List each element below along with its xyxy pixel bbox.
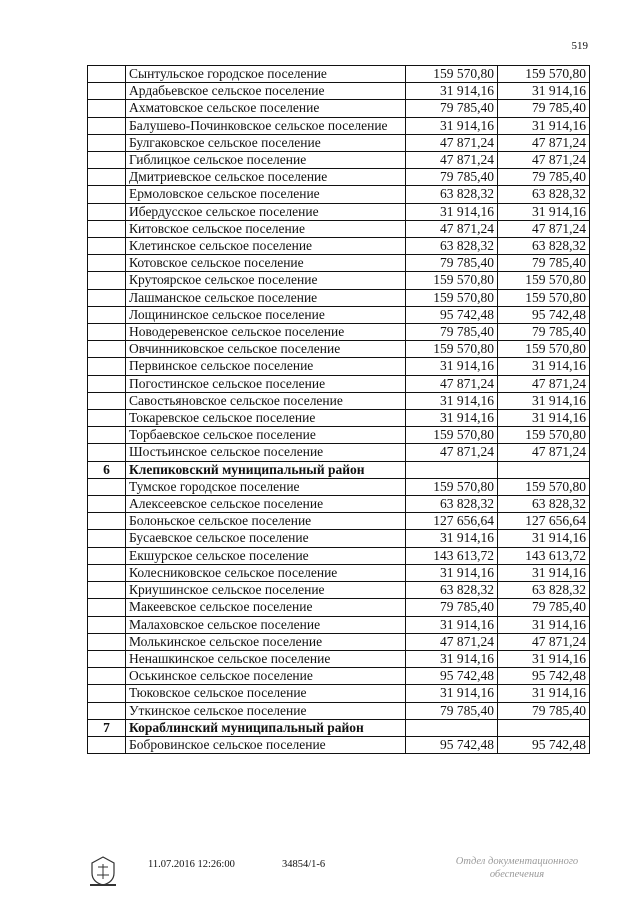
amount-1-cell: 79 785,40: [406, 100, 498, 117]
table-row: [88, 117, 590, 134]
row-number-cell: [88, 616, 126, 633]
amount-1-cell: 47 871,24: [406, 375, 498, 392]
amount-2-cell: 31 914,16: [498, 530, 590, 547]
amount-1-cell: 95 742,48: [406, 668, 498, 685]
table-row: [88, 375, 590, 392]
settlement-name-cell: Екшурское сельское поселение: [126, 547, 406, 564]
row-number-cell: [88, 341, 126, 358]
table-row: [88, 306, 590, 323]
amount-2-cell: 47 871,24: [498, 444, 590, 461]
amount-1-cell: 31 914,16: [406, 530, 498, 547]
table-row: [88, 685, 590, 702]
settlement-name-cell: Китовское сельское поселение: [126, 220, 406, 237]
settlement-name-cell: Дмитриевское сельское поселение: [126, 169, 406, 186]
settlement-name-cell: Торбаевское сельское поселение: [126, 427, 406, 444]
settlement-name-cell: Булгаковское сельское поселение: [126, 134, 406, 151]
settlement-name-cell: Лощининское сельское поселение: [126, 306, 406, 323]
amount-2-cell: 127 656,64: [498, 513, 590, 530]
table-row: [88, 272, 590, 289]
table-body: [88, 66, 590, 754]
amount-1-cell: 47 871,24: [406, 220, 498, 237]
row-number-cell: [88, 186, 126, 203]
row-number-cell: [88, 203, 126, 220]
amount-1-cell: 63 828,32: [406, 186, 498, 203]
row-number-cell: [88, 427, 126, 444]
amount-2-cell: [498, 719, 590, 736]
settlement-name-cell: Тюковское сельское поселение: [126, 685, 406, 702]
amount-1-cell: 159 570,80: [406, 66, 498, 83]
amount-2-cell: 143 613,72: [498, 547, 590, 564]
row-number-cell: [88, 633, 126, 650]
row-number-cell: [88, 134, 126, 151]
table-row: [88, 134, 590, 151]
amount-1-cell: 79 785,40: [406, 702, 498, 719]
settlement-name-cell: Клепиковский муниципальный район: [126, 461, 406, 478]
amount-2-cell: 95 742,48: [498, 306, 590, 323]
table-row: [88, 496, 590, 513]
settlement-name-cell: Колесниковское сельское поселение: [126, 564, 406, 581]
settlement-name-cell: Шостьинское сельское поселение: [126, 444, 406, 461]
amount-1-cell: 159 570,80: [406, 478, 498, 495]
row-number-cell: [88, 564, 126, 581]
amount-1-cell: 31 914,16: [406, 685, 498, 702]
amount-1-cell: 63 828,32: [406, 582, 498, 599]
amount-2-cell: 79 785,40: [498, 169, 590, 186]
table-row: [88, 427, 590, 444]
amount-1-cell: 31 914,16: [406, 392, 498, 409]
settlement-name-cell: Молькинское сельское поселение: [126, 633, 406, 650]
amount-2-cell: 159 570,80: [498, 478, 590, 495]
row-number-cell: [88, 83, 126, 100]
table-row: [88, 478, 590, 495]
row-number-cell: 7: [88, 719, 126, 736]
page-number: 519: [571, 40, 588, 52]
row-number-cell: [88, 375, 126, 392]
amount-2-cell: 47 871,24: [498, 152, 590, 169]
table-row: [88, 547, 590, 564]
amount-2-cell: 47 871,24: [498, 633, 590, 650]
amount-2-cell: 31 914,16: [498, 83, 590, 100]
amount-2-cell: 63 828,32: [498, 186, 590, 203]
amount-1-cell: 31 914,16: [406, 117, 498, 134]
row-number-cell: [88, 513, 126, 530]
amount-1-cell: 47 871,24: [406, 134, 498, 151]
row-number-cell: [88, 238, 126, 255]
settlement-name-cell: Уткинское сельское поселение: [126, 702, 406, 719]
table-row: [88, 633, 590, 650]
coat-of-arms-icon: [88, 855, 118, 887]
table-row: [88, 169, 590, 186]
row-number-cell: [88, 582, 126, 599]
amount-2-cell: 31 914,16: [498, 410, 590, 427]
row-number-cell: [88, 496, 126, 513]
settlement-name-cell: Ермоловское сельское поселение: [126, 186, 406, 203]
table-row: [88, 220, 590, 237]
table-row: [88, 616, 590, 633]
amount-2-cell: 47 871,24: [498, 220, 590, 237]
amount-1-cell: 79 785,40: [406, 169, 498, 186]
table-row: [88, 152, 590, 169]
row-number-cell: [88, 358, 126, 375]
amount-1-cell: 31 914,16: [406, 203, 498, 220]
row-number-cell: [88, 272, 126, 289]
amount-2-cell: 31 914,16: [498, 203, 590, 220]
table-row: [88, 410, 590, 427]
row-number-cell: [88, 599, 126, 616]
table-row: [88, 582, 590, 599]
amount-1-cell: 47 871,24: [406, 444, 498, 461]
row-number-cell: [88, 306, 126, 323]
table-row: [88, 66, 590, 83]
row-number-cell: [88, 478, 126, 495]
amount-1-cell: 95 742,48: [406, 736, 498, 753]
row-number-cell: [88, 169, 126, 186]
row-number-cell: [88, 547, 126, 564]
amount-1-cell: 127 656,64: [406, 513, 498, 530]
row-number-cell: [88, 736, 126, 753]
settlement-name-cell: Ибердусское сельское поселение: [126, 203, 406, 220]
settlement-name-cell: Первинское сельское поселение: [126, 358, 406, 375]
settlement-name-cell: Токаревское сельское поселение: [126, 410, 406, 427]
amount-1-cell: 159 570,80: [406, 427, 498, 444]
amount-2-cell: 159 570,80: [498, 272, 590, 289]
amount-2-cell: 79 785,40: [498, 100, 590, 117]
amount-2-cell: 31 914,16: [498, 358, 590, 375]
table-row: [88, 668, 590, 685]
settlement-name-cell: Оськинское сельское поселение: [126, 668, 406, 685]
table-row: [88, 702, 590, 719]
settlement-name-cell: Бусаевское сельское поселение: [126, 530, 406, 547]
amount-1-cell: 31 914,16: [406, 564, 498, 581]
table-row: [88, 324, 590, 341]
settlement-name-cell: Макеевское сельское поселение: [126, 599, 406, 616]
table-row: [88, 564, 590, 581]
row-number-cell: [88, 530, 126, 547]
amount-2-cell: 79 785,40: [498, 324, 590, 341]
district-row: [88, 719, 590, 736]
settlement-name-cell: Криушинское сельское поселение: [126, 582, 406, 599]
amount-1-cell: [406, 719, 498, 736]
settlement-name-cell: Лашманское сельское поселение: [126, 289, 406, 306]
settlement-name-cell: Кораблинский муниципальный район: [126, 719, 406, 736]
row-number-cell: [88, 668, 126, 685]
amount-1-cell: 31 914,16: [406, 410, 498, 427]
row-number-cell: [88, 255, 126, 272]
footer: [0, 855, 640, 895]
table-row: [88, 444, 590, 461]
department-line-1: Отдел документационного: [455, 856, 579, 867]
amount-2-cell: 31 914,16: [498, 650, 590, 667]
table-row: [88, 341, 590, 358]
amount-2-cell: 79 785,40: [498, 702, 590, 719]
settlement-name-cell: Алексеевское сельское поселение: [126, 496, 406, 513]
table-row: [88, 650, 590, 667]
amount-2-cell: 63 828,32: [498, 238, 590, 255]
amount-1-cell: 159 570,80: [406, 341, 498, 358]
row-number-cell: 6: [88, 461, 126, 478]
row-number-cell: [88, 220, 126, 237]
table-row: [88, 599, 590, 616]
amount-1-cell: 31 914,16: [406, 616, 498, 633]
amount-1-cell: 63 828,32: [406, 238, 498, 255]
document-number: 34854/1-6: [282, 859, 326, 870]
amount-1-cell: 159 570,80: [406, 272, 498, 289]
settlement-name-cell: Савостьяновское сельское поселение: [126, 392, 406, 409]
department-line-2: обеспечения: [489, 869, 545, 880]
amount-1-cell: 143 613,72: [406, 547, 498, 564]
settlement-name-cell: Погостинское сельское поселение: [126, 375, 406, 392]
settlement-name-cell: Балушево-Починковское сельское поселение: [126, 117, 406, 134]
amount-2-cell: 79 785,40: [498, 255, 590, 272]
settlement-name-cell: Болоньское сельское поселение: [126, 513, 406, 530]
settlement-name-cell: Котовское сельское поселение: [126, 255, 406, 272]
table-row: [88, 289, 590, 306]
settlement-name-cell: Бобровинское сельское поселение: [126, 736, 406, 753]
row-number-cell: [88, 702, 126, 719]
table-row: [88, 392, 590, 409]
settlement-name-cell: Клетинское сельское поселение: [126, 238, 406, 255]
row-number-cell: [88, 392, 126, 409]
amount-2-cell: 31 914,16: [498, 616, 590, 633]
amount-2-cell: 47 871,24: [498, 134, 590, 151]
amount-1-cell: 31 914,16: [406, 358, 498, 375]
amount-1-cell: 159 570,80: [406, 289, 498, 306]
settlement-name-cell: Ахматовское сельское поселение: [126, 100, 406, 117]
settlement-name-cell: Крутоярское сельское поселение: [126, 272, 406, 289]
amount-2-cell: 31 914,16: [498, 685, 590, 702]
settlement-name-cell: Тумское городское поселение: [126, 478, 406, 495]
amount-2-cell: 159 570,80: [498, 66, 590, 83]
settlement-name-cell: Малаховское сельское поселение: [126, 616, 406, 633]
amount-2-cell: 31 914,16: [498, 564, 590, 581]
table-row: [88, 358, 590, 375]
row-number-cell: [88, 410, 126, 427]
row-number-cell: [88, 685, 126, 702]
amount-1-cell: 79 785,40: [406, 324, 498, 341]
amount-1-cell: 47 871,24: [406, 152, 498, 169]
amount-1-cell: 31 914,16: [406, 650, 498, 667]
amount-2-cell: 79 785,40: [498, 599, 590, 616]
row-number-cell: [88, 66, 126, 83]
settlement-name-cell: Гиблицкое сельское поселение: [126, 152, 406, 169]
settlement-name-cell: Новодеревенское сельское поселение: [126, 324, 406, 341]
table-row: [88, 186, 590, 203]
district-row: [88, 461, 590, 478]
amount-2-cell: 95 742,48: [498, 736, 590, 753]
settlement-name-cell: Ардабьевское сельское поселение: [126, 83, 406, 100]
row-number-cell: [88, 289, 126, 306]
table-row: [88, 513, 590, 530]
settlement-name-cell: Сынтульское городское поселение: [126, 66, 406, 83]
amount-2-cell: 31 914,16: [498, 392, 590, 409]
amount-2-cell: 159 570,80: [498, 341, 590, 358]
amount-1-cell: 63 828,32: [406, 496, 498, 513]
document-date: 11.07.2016 12:26:00: [148, 859, 235, 870]
table-row: [88, 100, 590, 117]
amount-2-cell: [498, 461, 590, 478]
table-row: [88, 530, 590, 547]
amount-1-cell: 31 914,16: [406, 83, 498, 100]
settlement-name-cell: Ненашкинское сельское поселение: [126, 650, 406, 667]
amount-1-cell: 79 785,40: [406, 255, 498, 272]
amount-2-cell: 47 871,24: [498, 375, 590, 392]
amount-2-cell: 159 570,80: [498, 427, 590, 444]
row-number-cell: [88, 650, 126, 667]
amount-1-cell: 47 871,24: [406, 633, 498, 650]
table-row: [88, 255, 590, 272]
settlement-name-cell: Овчинниковское сельское поселение: [126, 341, 406, 358]
department-stamp: [432, 855, 602, 881]
table-row: [88, 83, 590, 100]
table-row: [88, 203, 590, 220]
amount-2-cell: 63 828,32: [498, 496, 590, 513]
amount-2-cell: 31 914,16: [498, 117, 590, 134]
table-row: [88, 736, 590, 753]
amount-2-cell: 95 742,48: [498, 668, 590, 685]
row-number-cell: [88, 324, 126, 341]
row-number-cell: [88, 100, 126, 117]
table-row: [88, 238, 590, 255]
amount-2-cell: 159 570,80: [498, 289, 590, 306]
amount-1-cell: [406, 461, 498, 478]
amount-2-cell: 63 828,32: [498, 582, 590, 599]
amount-1-cell: 79 785,40: [406, 599, 498, 616]
row-number-cell: [88, 117, 126, 134]
amount-1-cell: 95 742,48: [406, 306, 498, 323]
row-number-cell: [88, 444, 126, 461]
budget-table: [87, 65, 590, 754]
row-number-cell: [88, 152, 126, 169]
